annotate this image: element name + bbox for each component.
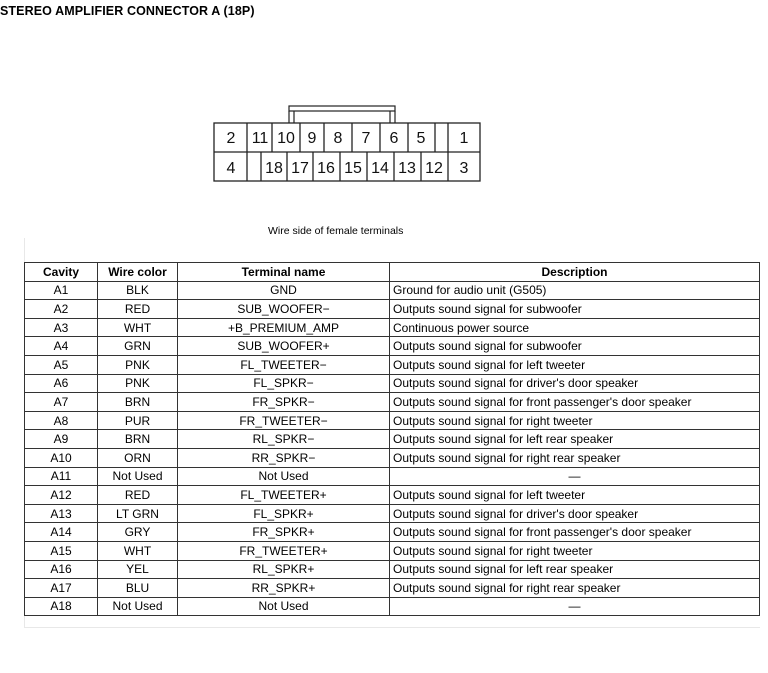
table-row: [25, 411, 760, 430]
description-cell: Outputs sound signal for right tweeter: [390, 541, 760, 560]
page-title: STEREO AMPLIFIER CONNECTOR A (18P): [0, 4, 255, 18]
description-cell: Outputs sound signal for right rear speaker: [390, 579, 760, 598]
pin-label: 11: [251, 130, 269, 147]
wire-color-cell: WHT: [98, 541, 178, 560]
cavity-cell: A10: [25, 448, 98, 467]
wire-color-cell: GRN: [98, 337, 178, 356]
table-row: [25, 393, 760, 412]
table-header-row: [25, 263, 760, 282]
table-row: [25, 523, 760, 542]
description-cell: Outputs sound signal for front passenger's door speaker: [390, 393, 760, 412]
pin-label: 14: [371, 160, 389, 177]
wire-color-cell: PNK: [98, 374, 178, 393]
wire-color-cell: BLU: [98, 579, 178, 598]
pin-label: 6: [389, 130, 399, 147]
cavity-cell: A18: [25, 597, 98, 616]
description-cell: Outputs sound signal for driver's door speaker: [390, 504, 760, 523]
connector-top-row: [227, 130, 469, 147]
description-cell: Outputs sound signal for left rear speaker: [390, 430, 760, 449]
wire-table: [24, 262, 760, 616]
wire-color-cell: RED: [98, 300, 178, 319]
description-cell: Outputs sound signal for left tweeter: [390, 355, 760, 374]
terminal-name-cell: SUB_WOOFER+: [178, 337, 390, 356]
terminal-name-cell: FR_TWEETER+: [178, 541, 390, 560]
pin-label: 2: [226, 130, 236, 147]
description-cell: —: [390, 467, 760, 486]
pin-label: 8: [333, 130, 343, 147]
cavity-cell: A8: [25, 411, 98, 430]
wire-color-cell: LT GRN: [98, 504, 178, 523]
pin-label: 18: [265, 160, 283, 177]
table-row: [25, 448, 760, 467]
pin-label: 15: [344, 160, 362, 177]
terminal-name-cell: RR_SPKR−: [178, 448, 390, 467]
header-description: Description: [390, 263, 760, 282]
pin-label: 7: [361, 130, 371, 147]
header-wire-color: Wire color: [98, 263, 178, 282]
wire-color-cell: BRN: [98, 430, 178, 449]
table-row: [25, 579, 760, 598]
connector-caption: Wire side of female terminals: [268, 225, 404, 237]
wire-color-cell: Not Used: [98, 467, 178, 486]
cavity-cell: A1: [25, 281, 98, 300]
terminal-name-cell: FL_SPKR+: [178, 504, 390, 523]
cavity-cell: A11: [25, 467, 98, 486]
cavity-cell: A4: [25, 337, 98, 356]
description-cell: Outputs sound signal for subwoofer: [390, 300, 760, 319]
terminal-name-cell: GND: [178, 281, 390, 300]
terminal-name-cell: RR_SPKR+: [178, 579, 390, 598]
terminal-name-cell: FR_TWEETER−: [178, 411, 390, 430]
table-row: [25, 597, 760, 616]
wire-color-cell: BLK: [98, 281, 178, 300]
table-row: [25, 374, 760, 393]
terminal-name-cell: FR_SPKR−: [178, 393, 390, 412]
frame-line: [24, 627, 760, 628]
table-row: [25, 560, 760, 579]
pin-label: 3: [459, 160, 469, 177]
connector-latch: [289, 106, 395, 123]
cavity-cell: A12: [25, 486, 98, 505]
table-row: [25, 300, 760, 319]
header-terminal-name: Terminal name: [178, 263, 390, 282]
table-row: [25, 541, 760, 560]
cavity-cell: A9: [25, 430, 98, 449]
wire-color-cell: ORN: [98, 448, 178, 467]
cavity-cell: A7: [25, 393, 98, 412]
cavity-cell: A6: [25, 374, 98, 393]
wire-color-cell: PNK: [98, 355, 178, 374]
table-row: [25, 355, 760, 374]
description-cell: Ground for audio unit (G505): [390, 281, 760, 300]
table-row: [25, 337, 760, 356]
wire-color-cell: YEL: [98, 560, 178, 579]
terminal-name-cell: Not Used: [178, 597, 390, 616]
description-cell: —: [390, 597, 760, 616]
wire-color-cell: PUR: [98, 411, 178, 430]
connector-diagram: [0, 0, 768, 200]
cavity-cell: A2: [25, 300, 98, 319]
terminal-name-cell: RL_SPKR+: [178, 560, 390, 579]
description-cell: Outputs sound signal for driver's door speaker: [390, 374, 760, 393]
cavity-cell: A17: [25, 579, 98, 598]
pin-label: 17: [291, 160, 309, 177]
description-cell: Continuous power source: [390, 318, 760, 337]
wire-color-cell: WHT: [98, 318, 178, 337]
terminal-name-cell: FR_SPKR+: [178, 523, 390, 542]
pin-label: 13: [398, 160, 416, 177]
cavity-cell: A5: [25, 355, 98, 374]
table-row: [25, 486, 760, 505]
pin-label: 1: [459, 130, 469, 147]
description-cell: Outputs sound signal for left tweeter: [390, 486, 760, 505]
description-cell: Outputs sound signal for right tweeter: [390, 411, 760, 430]
terminal-name-cell: FL_SPKR−: [178, 374, 390, 393]
table-row: [25, 281, 760, 300]
wire-color-cell: RED: [98, 486, 178, 505]
cavity-cell: A14: [25, 523, 98, 542]
description-cell: Outputs sound signal for right rear speaker: [390, 448, 760, 467]
description-cell: Outputs sound signal for subwoofer: [390, 337, 760, 356]
pin-label: 9: [307, 130, 317, 147]
cavity-cell: A13: [25, 504, 98, 523]
pin-label: 4: [226, 160, 236, 177]
description-cell: Outputs sound signal for left rear speaker: [390, 560, 760, 579]
table-row: [25, 467, 760, 486]
wire-color-cell: BRN: [98, 393, 178, 412]
header-cavity: Cavity: [25, 263, 98, 282]
terminal-name-cell: SUB_WOOFER−: [178, 300, 390, 319]
wire-color-cell: GRY: [98, 523, 178, 542]
terminal-name-cell: +B_PREMIUM_AMP: [178, 318, 390, 337]
cavity-cell: A16: [25, 560, 98, 579]
pin-label: 10: [277, 130, 295, 147]
table-row: [25, 504, 760, 523]
cavity-cell: A15: [25, 541, 98, 560]
terminal-name-cell: FL_TWEETER−: [178, 355, 390, 374]
terminal-name-cell: RL_SPKR−: [178, 430, 390, 449]
terminal-name-cell: FL_TWEETER+: [178, 486, 390, 505]
pin-label: 16: [317, 160, 335, 177]
wire-color-cell: Not Used: [98, 597, 178, 616]
pin-label: 5: [416, 130, 426, 147]
pin-label: 12: [425, 160, 443, 177]
cavity-cell: A3: [25, 318, 98, 337]
description-cell: Outputs sound signal for front passenger's door speaker: [390, 523, 760, 542]
terminal-name-cell: Not Used: [178, 467, 390, 486]
connector-bottom-row: [227, 160, 469, 177]
table-row: [25, 430, 760, 449]
table-row: [25, 318, 760, 337]
